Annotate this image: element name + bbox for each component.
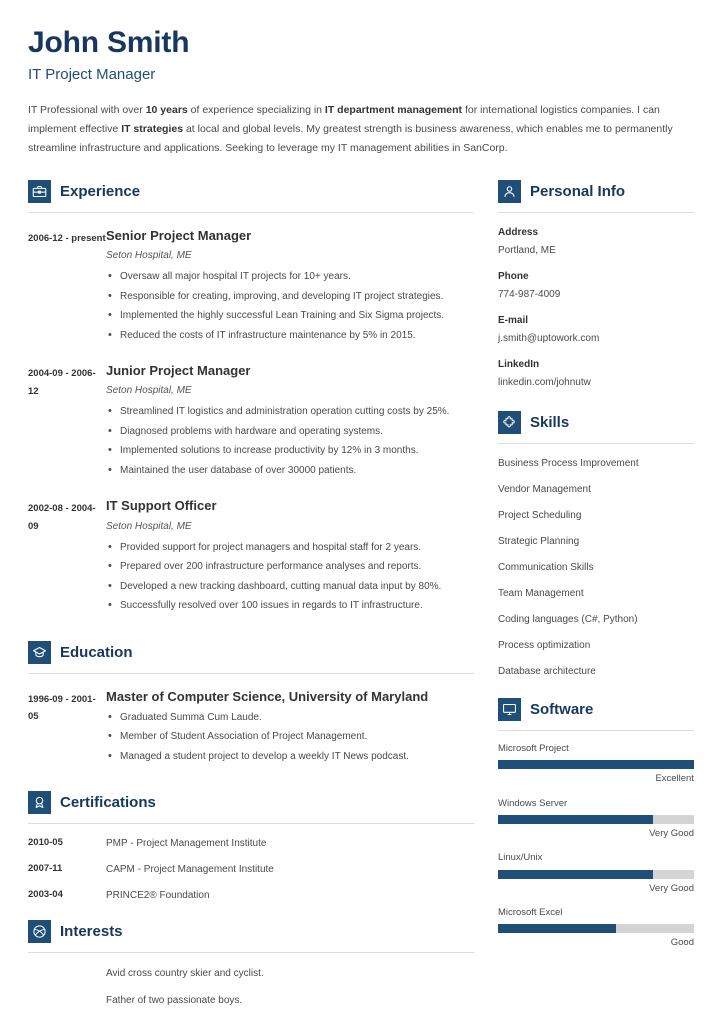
list-item: • Maintained the user database of over 30000 patients.: [106, 464, 474, 478]
info-value-email[interactable]: j.smith@uptowork.com: [498, 332, 600, 344]
degree-title: Master of Computer Science, University of Maryland: [106, 688, 429, 704]
list-item: Project Scheduling: [498, 509, 582, 521]
list-item: • Graduated Summa Cum Laude.: [106, 711, 474, 725]
section-education: [28, 641, 474, 770]
person-icon: [498, 180, 521, 203]
interest-row: [28, 994, 474, 1007]
list-item: • Responsible for creating, improving, and developing IT project strategies.: [106, 290, 474, 304]
section-personal-info: [498, 180, 694, 389]
info-label-phone: Phone: [498, 270, 529, 282]
list-item: Database architecture: [498, 665, 596, 677]
interest-text: Father of two passionate boys.: [106, 995, 243, 1007]
briefcase-icon: [28, 180, 51, 203]
experience-entry: [28, 498, 474, 618]
software-name: Microsoft Excel: [498, 906, 563, 918]
resume-body: [0, 180, 722, 1012]
entry-role: Junior Project Manager: [106, 363, 251, 379]
entry-body: [106, 228, 474, 348]
section-title-software: Software: [530, 700, 594, 718]
entry-body: [106, 498, 474, 618]
graduation-cap-icon: [28, 641, 51, 664]
entry-organization: Seton Hospital, ME: [106, 520, 192, 532]
entry-date: 1996-09 - 2001-05: [28, 693, 96, 723]
list-item: • Implemented the highly successful Lean Training and Six Sigma projects.: [106, 309, 474, 323]
software-progress-fill: [498, 924, 616, 933]
list-item: • Oversaw all major hospital IT projects for 10+ years.: [106, 270, 474, 284]
list-item: Business Process Improvement: [498, 457, 639, 469]
entry-bullets: [106, 270, 474, 342]
summary-text-2: of experience specializing in: [187, 103, 325, 116]
software-level: Excellent: [655, 773, 694, 785]
certification-date: 2003-04: [28, 889, 63, 901]
certification-date: 2010-05: [28, 837, 63, 849]
section-header-certifications: [28, 791, 474, 818]
section-title-experience: Experience: [60, 182, 141, 200]
software-item: [498, 798, 694, 841]
section-title-personal-info: Personal Info: [530, 182, 626, 200]
section-divider: [498, 212, 694, 213]
summary-bold-3: IT strategies: [121, 122, 184, 135]
info-label-email: E-mail: [498, 314, 529, 326]
list-item: Coding languages (C#, Python): [498, 613, 638, 625]
info-value-address: Portland, ME: [498, 244, 556, 256]
certification-name: PMP - Project Management Institute: [106, 838, 267, 850]
list-item: • Managed a student project to develop a weekly IT News podcast.: [106, 750, 474, 764]
education-entry: [28, 689, 474, 770]
section-title-education: Education: [60, 643, 133, 661]
section-header-skills: [498, 411, 694, 438]
section-experience: [28, 180, 474, 619]
section-divider: [28, 212, 474, 213]
section-title-skills: Skills: [530, 413, 570, 431]
entry-bullets: [106, 541, 474, 613]
certification-date: 2007-11: [28, 863, 63, 875]
summary-text-3: for international logistics companies. I can implement effective: [28, 103, 660, 135]
section-software: [498, 698, 694, 950]
list-item: • Prepared over 200 infrastructure performance analyses and reports.: [106, 560, 474, 574]
entry-organization: Seton Hospital, ME: [106, 385, 192, 397]
entry-bullets: [106, 405, 474, 477]
certification-name: PRINCE2® Foundation: [106, 890, 210, 902]
entry-date: 2002-08 - 2004-09: [28, 503, 96, 532]
list-item: • Diagnosed problems with hardware and operating systems.: [106, 425, 474, 439]
certification-name: CAPM - Project Management Institute: [106, 864, 274, 876]
list-item: Strategic Planning: [498, 535, 580, 547]
summary-bold-2: IT department management: [324, 103, 463, 116]
entry-body: [106, 363, 474, 483]
software-name: Windows Server: [498, 797, 568, 809]
list-item: • Developed a new tracking dashboard, cutting manual data input by 80%.: [106, 580, 474, 594]
section-skills: [498, 411, 694, 678]
certification-row: [28, 889, 474, 902]
section-divider: [28, 952, 474, 953]
summary-text-1: IT Professional with over: [28, 103, 146, 116]
experience-entry: [28, 228, 474, 348]
software-item: [498, 743, 694, 786]
section-divider: [498, 443, 694, 444]
software-progress-track: [498, 924, 694, 933]
entry-role: Senior Project Manager: [106, 227, 252, 243]
list-item: • Successfully resolved over 100 issues in regards to IT infrastructure.: [106, 599, 474, 613]
section-interests: [28, 920, 474, 1007]
software-level: Very Good: [649, 882, 694, 894]
list-item: • Implemented solutions to increase productivity by 12% in 3 months.: [106, 444, 474, 458]
software-progress-track: [498, 760, 694, 769]
section-divider: [498, 730, 694, 731]
interest-spacer: [28, 967, 106, 980]
list-item: Team Management: [498, 587, 584, 599]
certification-row: [28, 837, 474, 850]
summary-text-4: at local and global levels. My greatest strength is business awareness, which enables me to permanently streamline infrastructure and applications. Seeking to leverage my IT management abilities in SanCorp.: [28, 122, 673, 154]
entry-body: [106, 689, 474, 770]
award-ribbon-icon: [28, 791, 51, 814]
section-title-certifications: Certifications: [60, 794, 156, 812]
list-item: Communication Skills: [498, 561, 594, 573]
info-value-phone: 774-987-4009: [498, 288, 561, 300]
list-item: Vendor Management: [498, 483, 591, 495]
entry-date: 2004-09 - 2006-12: [28, 368, 96, 397]
software-progress-fill: [498, 870, 653, 879]
software-name: Microsoft Project: [498, 742, 569, 754]
section-divider: [28, 823, 474, 824]
experience-entry: [28, 363, 474, 483]
section-certifications: [28, 791, 474, 902]
section-header-experience: [28, 180, 474, 207]
entry-role: IT Support Officer: [106, 498, 217, 514]
list-item: Process optimization: [498, 639, 591, 651]
info-label-linkedin: LinkedIn: [498, 358, 540, 370]
software-progress-fill: [498, 760, 694, 769]
certification-row: [28, 863, 474, 876]
software-item: [498, 907, 694, 950]
interest-text: Avid cross country skier and cyclist.: [106, 968, 264, 980]
section-header-personal-info: [498, 180, 694, 207]
sidebar-column: [498, 180, 694, 956]
section-header-software: [498, 698, 694, 725]
software-progress-track: [498, 815, 694, 824]
list-item: • Member of Student Association of Project Management.: [106, 730, 474, 744]
section-header-interests: [28, 920, 474, 947]
entry-organization: Seton Hospital, ME: [106, 250, 192, 262]
professional-summary: [28, 101, 694, 158]
software-progress-track: [498, 870, 694, 879]
interest-row: [28, 967, 474, 980]
software-name: Linux/Unix: [498, 852, 543, 864]
software-level: Very Good: [649, 827, 694, 839]
list-item: • Streamlined IT logistics and administration operation cutting costs by 25%.: [106, 405, 474, 419]
software-item: [498, 852, 694, 895]
page-title: John Smith: [28, 26, 190, 59]
monitor-icon: [498, 698, 521, 721]
section-title-interests: Interests: [60, 923, 123, 941]
main-column: [28, 180, 498, 1012]
entry-date: 2006-12 - present: [28, 232, 106, 244]
info-label-address: Address: [498, 226, 539, 238]
interest-spacer: [28, 994, 106, 1007]
list-item: • Provided support for project managers and hospital staff for 2 years.: [106, 541, 474, 555]
resume-header: [0, 0, 722, 158]
ball-icon: [28, 920, 51, 943]
puzzle-piece-icon: [498, 411, 521, 434]
info-value-linkedin[interactable]: linkedin.com/johnutw: [498, 376, 591, 388]
job-title: IT Project Manager: [28, 65, 156, 83]
entry-bullets: [106, 711, 474, 764]
section-header-education: [28, 641, 474, 668]
summary-bold-1: 10 years: [145, 103, 188, 116]
software-level: Good: [670, 937, 694, 949]
list-item: • Reduced the costs of IT infrastructure maintenance by 5% in 2015.: [106, 329, 474, 343]
software-progress-fill: [498, 815, 653, 824]
section-divider: [28, 673, 474, 674]
